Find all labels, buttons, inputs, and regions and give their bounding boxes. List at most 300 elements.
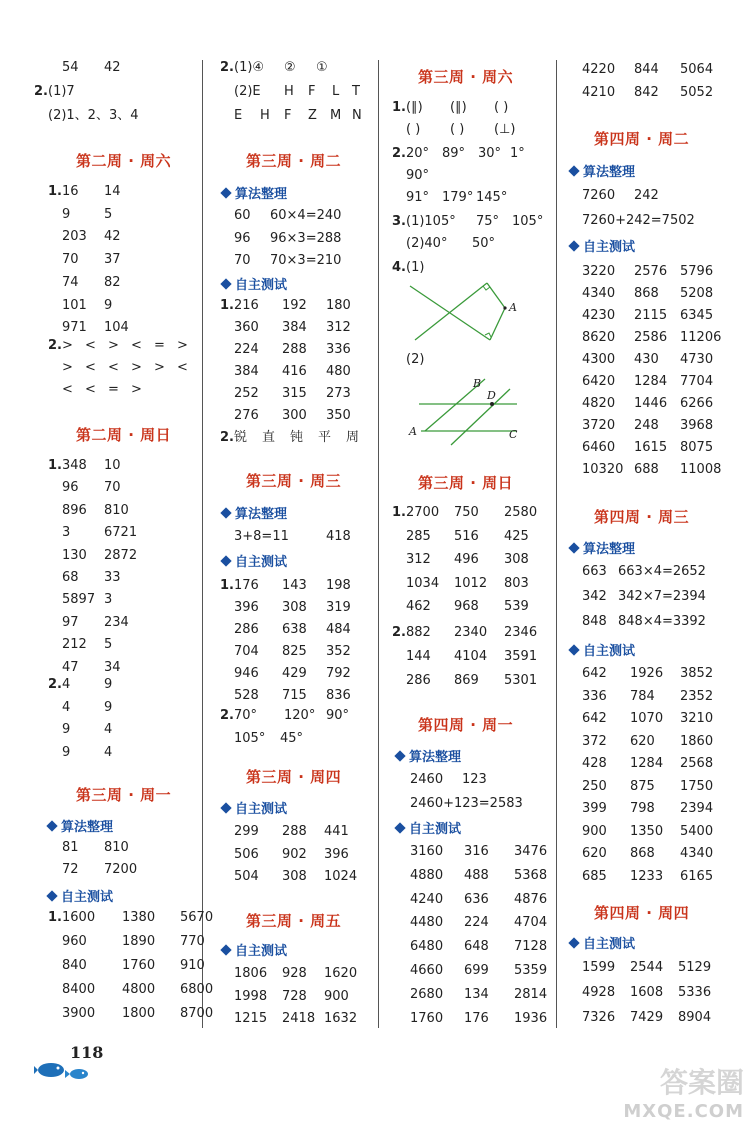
answer-cell: 869 [454,673,479,688]
diamond-bullet-icon [568,542,579,553]
answer-cell: 9 [62,744,71,760]
answer-cell: 5796 [680,264,714,279]
answer-cell: 252 [234,386,259,401]
answer-cell: 5129 [678,960,712,975]
column-divider [378,60,379,1028]
answer-cell: 336 [582,688,607,704]
answer-cell: 11206 [680,330,722,345]
answer-cell: 663 [582,564,607,579]
answer-cell: 4220 [582,62,616,77]
answer-cell: 7260 [582,188,616,203]
subsection-label-text: 算法整理 [583,542,636,557]
subsection-label-text: 自主测试 [61,890,114,905]
section-heading: 第四周 · 周二 [594,130,690,148]
section-heading: 第三周 · 周二 [246,152,342,170]
answer-cell: 288 [282,824,307,839]
answer-cell: 4928 [582,985,616,1000]
answer-cell: 1860 [680,733,714,749]
answer-cell: 342 [582,589,607,604]
answer-cell: 4660 [410,963,444,978]
subsection-label-text: 算法整理 [235,507,288,522]
answer-cell: 868 [630,846,655,861]
answer-cell: 1760 [410,1010,444,1026]
answer-cell: 286 [234,622,259,637]
answer-cell: 105° [234,731,266,746]
answer-cell: 396 [234,600,259,615]
answer-cell: 506 [234,846,259,862]
answer-cell: 1936 [514,1010,548,1026]
watermark [623,1061,744,1122]
answer-cell: 4876 [514,891,548,907]
answer-cell: 372 [582,733,607,749]
figure-perpendicular-lines [405,278,545,348]
answer-cell: (2)E [234,84,261,99]
answer-cell: 836 [326,688,351,703]
answer-cell: 5 [104,206,113,222]
answer-cell: 42 [104,60,121,75]
diamond-bullet-icon [220,507,231,518]
answer-cell: 315 [282,386,307,401]
subsection-label [222,798,287,817]
answer-cell: 4210 [582,85,616,100]
answer-cell: < [85,382,96,397]
answer-cell: 4820 [582,396,616,411]
answer-cell: 70 [104,480,121,496]
answer-cell: 910 [180,958,205,973]
answer-cell: 6420 [582,374,616,389]
answer-cell: 7128 [514,939,548,955]
answer-cell: > [62,360,73,375]
answer-cell: 101 [62,297,87,313]
subsection-label [570,933,635,952]
answer-cell: 882 [406,625,431,640]
answer-cell: 3900 [62,1006,96,1021]
diamond-bullet-icon [46,820,57,831]
section-heading: 第二周 · 周六 [76,152,172,170]
figure-parallel-lines [405,373,545,448]
answer-cell: 7429 [630,1010,664,1025]
answer-cell: 312 [326,320,351,335]
section-heading: 第四周 · 周三 [594,508,690,526]
answer-cell: 1380 [122,910,156,925]
answer-cell: 1632 [324,1011,358,1026]
figure-label-a: A [509,301,517,314]
answer-cell: 5670 [180,910,214,925]
answer-cell: 960 [62,934,87,949]
answer-cell: 900 [324,988,349,1004]
answer-cell: 1800 [122,1006,156,1021]
answer-cell: 2460 [410,772,444,787]
section-heading: 第三周 · 周三 [246,472,342,490]
answer-cell: 3 [62,525,71,541]
answer-cell: 704 [234,644,259,659]
answer-cell: 直 [262,430,276,445]
answer-cell: 5359 [514,963,548,978]
answer-cell: 8075 [680,440,714,455]
answer-cell: H [284,84,294,99]
answer-cell: 496 [454,552,479,567]
question-number: 2. [220,708,234,723]
question-number: 2. [48,338,62,353]
answer-cell: 1998 [234,988,268,1004]
subsection-label [222,503,287,522]
answer-cell: 72 [62,862,79,877]
subsection-label-text: 自主测试 [583,644,636,659]
answer-cell: 429 [282,666,307,681]
answer-cell: 4800 [122,982,156,997]
diamond-bullet-icon [220,555,231,566]
answer-cell: 2872 [104,547,138,563]
answer-cell: 96 [234,230,251,246]
answer-cell: 312 [406,552,431,567]
answer-cell: 2576 [634,264,668,279]
answer-cell: 316 [464,844,489,859]
subsection-label [570,640,635,659]
answer-cell: 300 [282,408,307,423]
answer-cell: 352 [326,644,351,659]
answer-cell: 1599 [582,960,616,975]
figure-label-c: C [509,428,518,441]
answer-cell: 504 [234,869,259,884]
answer-cell: 242 [634,188,659,203]
answer-cell: 130 [62,547,87,563]
answer-cell: 620 [582,846,607,861]
answer-cell: 6345 [680,308,714,323]
answer-cell: 1600 [62,910,96,925]
answer-cell: 5897 [62,592,96,608]
section-heading: 第三周 · 周五 [246,912,342,930]
answer-cell: > [131,382,142,397]
answer-cell: 33 [104,570,121,585]
subsection-label [48,816,113,835]
answer-cell: 74 [62,274,79,290]
answer-cell: 50° [472,236,496,251]
section-heading: 第四周 · 周四 [594,904,690,922]
answer-cell: < [62,382,73,397]
answer-cell: 6165 [680,868,714,884]
answer-cell: 2568 [680,756,714,771]
answer-cell: 1034 [406,575,440,591]
question-number: 2. [392,625,406,640]
answer-cell: 1233 [630,868,664,884]
answer-cell: 868 [634,286,659,301]
answer-cell: 396 [324,846,349,862]
answer-cell: 9 [104,699,113,715]
answer-cell: 224 [464,915,489,931]
answer-cell: 638 [282,622,307,637]
answer-cell: < [177,360,188,375]
answer-cell: 875 [630,778,655,794]
subsection-label-text: 自主测试 [235,555,288,570]
answer-cell: 8904 [678,1010,712,1025]
answer-cell: 16 [62,184,79,199]
answer-cell: Z [308,108,317,123]
answer-cell: 5301 [504,673,538,688]
answer-cell: ② [284,60,296,75]
answer-cell: 2340 [454,625,488,640]
answer-cell: 3160 [410,844,444,859]
answer-cell: 4340 [582,286,616,301]
subsection-label [222,940,287,959]
answer-cell: 4880 [410,867,444,883]
section-heading: 第四周 · 周一 [418,716,514,734]
subsection-label-text: 算法整理 [61,820,114,835]
answer-cell: 7704 [680,374,714,389]
answer-cell: 3+8=11 [234,529,289,544]
answer-cell: 308 [504,552,529,567]
diamond-bullet-icon [568,240,579,251]
diamond-bullet-icon [220,278,231,289]
answer-cell: (2)40° [406,236,448,251]
figure-label-d: D [487,389,496,402]
answer-cell: 90° [326,708,350,723]
subsection-label [222,551,287,570]
answer-cell: 105° [512,214,544,229]
answer-cell: (∥) [406,100,423,115]
answer-cell: 6266 [680,396,714,411]
answer-cell: 60 [234,208,251,223]
answer-cell: 68 [62,570,79,585]
diamond-bullet-icon [568,937,579,948]
answer-cell: 699 [464,963,489,978]
figure-label-b: B [473,377,482,390]
subsection-label-text: 自主测试 [235,278,288,293]
answer-cell: 3220 [582,264,616,279]
column-divider [556,60,557,1028]
answer-cell: 4730 [680,352,714,367]
answer-cell: 54 [62,60,79,75]
answer-cell: 1750 [680,778,714,794]
answer-cell: > [131,360,142,375]
answer-cell: 97 [62,614,79,630]
answer-cell: 1012 [454,575,488,591]
answer-cell: 803 [504,575,529,591]
answer-cell: 14 [104,184,121,199]
answer-cell: 3 [104,592,113,608]
answer-cell: F [308,84,316,99]
diamond-bullet-icon [220,187,231,198]
answer-cell: 180 [326,298,351,313]
answer-cell: 2680 [410,986,444,1002]
answer-cell: 663×4=2652 [618,564,706,579]
answer-cell: 844 [634,62,659,77]
answer-cell: 484 [326,622,351,637]
answer-cell: 480 [326,364,351,379]
answer-cell: 4240 [410,891,444,907]
subsection-label [222,183,287,202]
answer-cell: ( ) [406,122,421,137]
section-heading: 第三周 · 周一 [76,786,172,804]
section-heading: 第三周 · 周六 [418,68,514,86]
answer-cell: 842 [634,85,659,100]
answer-cell: = [154,338,165,353]
question-number: 2. [220,430,234,445]
answer-cell: 384 [234,364,259,379]
subsection-label-text: 自主测试 [409,822,462,837]
answer-cell: 5 [104,637,113,653]
answer-cell: 1350 [630,823,664,839]
answer-cell: 642 [582,666,607,681]
answer-cell: 20° [406,146,430,161]
answer-cell: 286 [406,673,431,688]
answer-cell: 钝 [290,430,304,445]
answer-cell: T [352,84,360,99]
answer-cell: 1284 [634,374,668,389]
answer-cell: 5208 [680,286,714,301]
answer-cell: 81 [62,840,79,855]
answer-cell: 8620 [582,330,616,345]
answer-cell: 45° [280,731,304,746]
question-number: 2. [392,146,406,161]
answer-cell: 6800 [180,982,214,997]
section-heading: 第三周 · 周日 [418,474,514,492]
answer-cell: 1070 [630,711,664,726]
answer-cell: 9 [62,206,71,222]
answer-cell: > [177,338,188,353]
watermark-logo: 答案圈 [659,1066,744,1099]
diamond-bullet-icon [568,165,579,176]
answer-cell: 430 [634,352,659,367]
answer-cell: > [62,338,73,353]
question-number: 1. [220,578,234,593]
answer-cell: 4 [104,722,113,737]
answer-cell: 416 [282,364,307,379]
answer-cell: 4 [104,744,113,760]
answer-cell: 288 [282,342,307,357]
answer-cell: 642 [582,711,607,726]
answer-cell: 9 [104,677,113,692]
answer-cell: 4 [62,699,71,715]
answer-cell: N [352,108,362,123]
answer-cell: 4480 [410,915,444,931]
answer-cell: 896 [62,502,87,518]
question-number: 2. [220,60,234,75]
answer-cell: 70° [234,708,258,723]
answer-cell: 3476 [514,844,548,859]
answer-cell: 8700 [180,1006,214,1021]
answer-cell: 971 [62,320,87,336]
answer-cell: (1)7 [48,84,75,99]
diamond-bullet-icon [220,802,231,813]
answer-cell: < [85,338,96,353]
page-number: 118 [70,1043,104,1062]
question-number: 2. [34,84,48,99]
subsection-label [570,538,635,557]
answer-cell: < [131,338,142,353]
answer-cell: 5052 [680,85,714,100]
subsection-label [396,818,461,837]
answer-cell: 176 [464,1010,489,1026]
subsection-label [396,746,461,765]
subsection-label-text: 自主测试 [235,802,288,817]
answer-cell: 34 [104,659,121,675]
answer-cell: 810 [104,502,129,518]
answer-cell: 810 [104,840,129,855]
diamond-bullet-icon [46,890,57,901]
answer-cell: (⊥) [494,122,516,137]
answer-cell: 2814 [514,986,548,1002]
answer-cell: 336 [326,342,351,357]
answer-cell: > [108,338,119,353]
answer-cell: 946 [234,666,259,681]
answer-cell: 2460+123=2583 [410,796,523,811]
answer-cell: 462 [406,599,431,614]
answer-cell: 234 [104,614,129,630]
answer-cell: 60×4=240 [270,208,342,223]
subsection-label-text: 算法整理 [235,187,288,202]
answer-cell: 37 [104,252,121,268]
answer-cell: 319 [326,600,351,615]
question-number: 1. [392,100,406,115]
answer-cell: 1615 [634,440,668,455]
answer-cell: 840 [62,958,87,973]
answer-cell: = [108,382,119,397]
answer-cell: 2115 [634,308,668,323]
answer-cell: M [330,108,342,123]
answer-cell: 1760 [122,958,156,973]
answer-cell: 3210 [680,711,714,726]
answer-cell: 648 [464,939,489,955]
answer-cell: 5368 [514,867,548,883]
answer-cell: 685 [582,868,607,884]
question-number: 4. [392,260,406,275]
subsection-label-text: 自主测试 [583,240,636,255]
answer-cell: 770 [180,934,205,949]
answer-cell: 1284 [630,756,664,771]
answer-cell: H [260,108,270,123]
answer-cell: 516 [454,528,479,544]
answer-cell: 96×3=288 [270,230,342,246]
answer-cell: 1024 [324,869,358,884]
answer-cell: 250 [582,778,607,794]
question-number: 3. [392,214,406,229]
answer-cell: 539 [504,599,529,614]
answer-cell: 350 [326,408,351,423]
answer-cell: 4300 [582,352,616,367]
answer-cell: 锐 [234,430,248,445]
answer-cell: 10320 [582,462,624,477]
answer-cell: (1)④ [234,60,265,75]
answer-cell: 144 [406,649,431,664]
answer-cell: 968 [454,599,479,614]
answer-cell: 3591 [504,649,538,664]
answer-cell: F [284,108,292,123]
diamond-bullet-icon [568,644,579,655]
subsection-label [48,886,113,905]
answer-cell: 91° [406,190,430,205]
question-number: 1. [48,184,62,199]
answer-cell: 176 [234,578,259,593]
answer-cell: 2418 [282,1011,316,1026]
diamond-bullet-icon [394,750,405,761]
answer-cell: 6480 [410,939,444,955]
answer-cell: 2580 [504,505,538,520]
answer-cell: 4104 [454,649,488,664]
answer-cell: 792 [326,666,351,681]
answer-cell: 2352 [680,688,714,704]
answer-cell: 285 [406,528,431,544]
answer-cell: 周 [346,430,360,445]
answer-cell: < [85,360,96,375]
answer-cell: 348 [62,458,87,473]
answer-cell: 3852 [680,666,714,681]
answer-cell: 96 [62,480,79,496]
answer-cell: 47 [62,659,79,675]
answer-cell: (∥) [450,100,467,115]
answer-cell: 4704 [514,915,548,931]
answer-cell: 90° [406,168,430,183]
answer-cell: 75° [476,214,500,229]
